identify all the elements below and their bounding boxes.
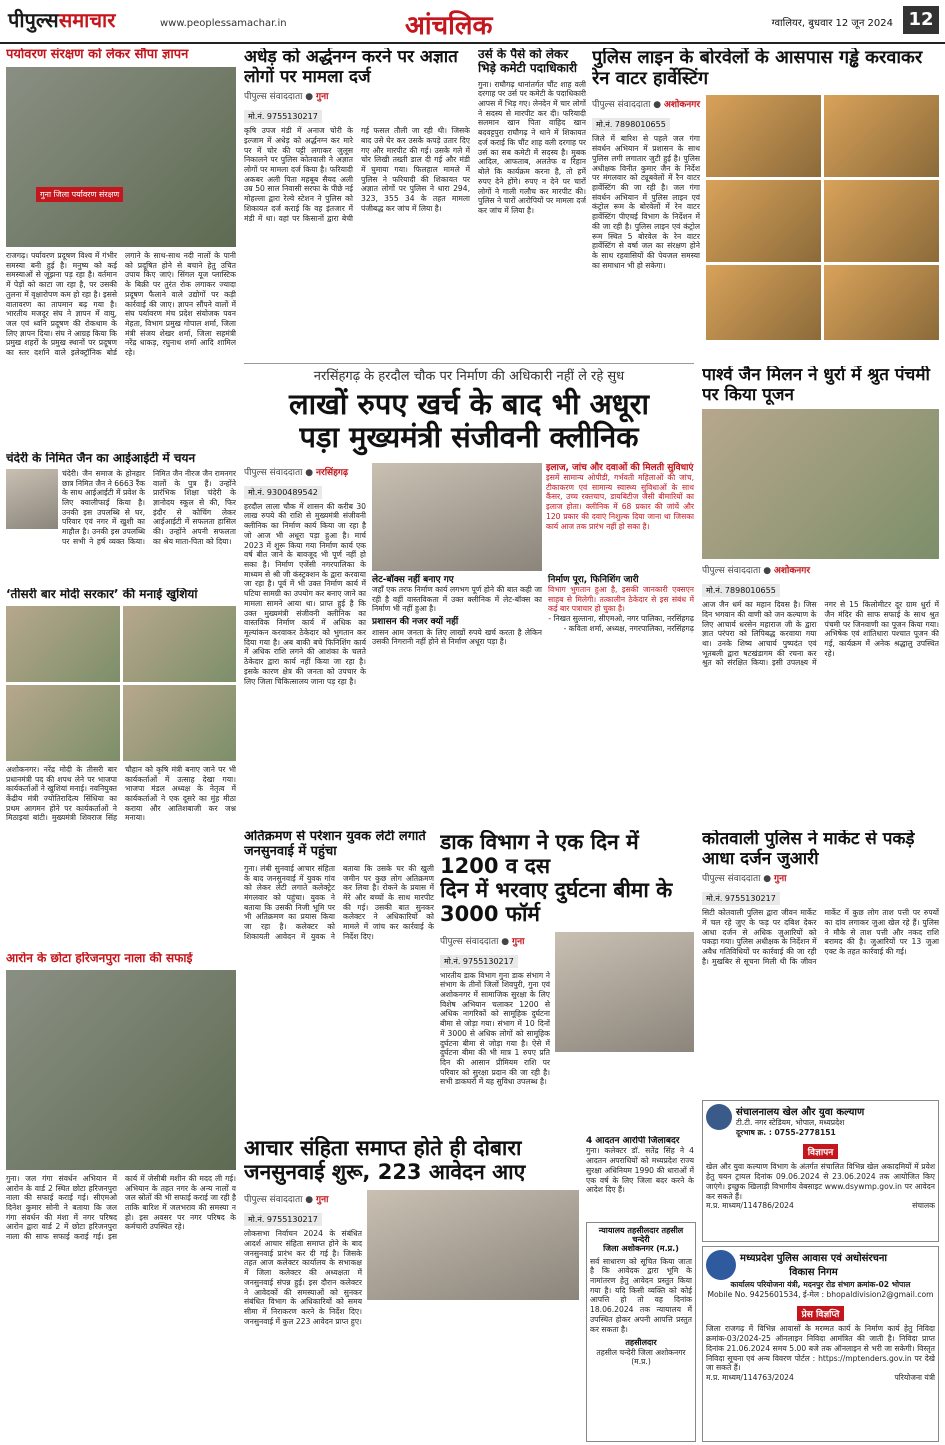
facilities-box [546,463,694,571]
photo-celebration-4 [123,685,237,761]
ad-sign-1: तहसीलदार [625,1338,657,1348]
sub-column [372,575,542,647]
article-jain-milan [702,366,939,826]
photo-puja [702,409,939,559]
article-body: चंदेरी। जैन समाज के होनहार छात्र निमित जैन ने 6663 रैंक के साथ आईआईटी में प्रवेश के लिए क्वालीफाई किया है। उनकी इस उपलब्धि से घर, परिवार एवं नगर में खुशी का माहौल है। उनकी इस उपलब्धि पर सभी ने हर्ष व्यक्त किया। निमित जैन नीरज जैन रामनगर वालों के पुत्र हैं। उन्होंने प्रारंभिक शिक्षा चंदेरी के ज्ञानोदय स्कूल से की, फिर इंदौर से कोचिंग लेकर आईआईटी में सफलता हासिल की। उन्होंने अपनी सफलता का श्रेय माता-पिता को दिया। [62,468,236,546]
photo-hearing [367,1190,579,1300]
article-district-exile [586,1136,694,1216]
photo-celebration-1 [6,606,120,682]
box-title: इलाज, जांच और दवाओं की मिलती सुविधाएं [546,462,694,473]
photo-post-office [555,932,694,1052]
section-title: आंचलिक [405,11,493,41]
article-body: गुना। राघौगढ़ थानांतर्गत चौंट शाह वली दरगाह पर उर्स पर कमेटी के पदाधिकारी आपस में भिड़ गए। लेनदेन में चार लोगों ने सदस्य से मारपीट कर दी। फरियादी सलमान खान पिता वाहिद खान बदवट्टपुरा राघौगढ़ ने थाने में शिकायत दर्ज कराई कि चौंट शाह वली दरगाह पर उर्स का सब कमेटी में सदस्य है। मुबक आदिल, आफताब, अलतेफ व रिहान बोले कि कार्यक्रम करना है, तो हमें रुपए देने होंगे। रुपए न देने पर चारों लोगों ने गाली गलौच कर मारपीट की। पुलिस ने चारों आरोपियों पर मामला दर्ज कर जांच में लिया है। [478,79,586,215]
text-column [244,463,366,687]
article-body: भारतीय डाक विभाग गुना डाक संभाग ने संभाग के तीनों जिलों शिवपुरी, गुना एवं अशोकनगर में सामाजिक सुरक्षा के लिए विशेष अभियान चलाकर 1200 से अधिक नागरिकों को सामूहिक दुर्घटना बीमा से जोड़ा गया। संभाग में 10 दिनों में 3000 से अधिक लोगों को सामूहिक दुर्घटना बीमा से जोड़ा गया है। ऐसे में दुर्घटना बीमा की भी मात्र 1 रुपए प्रति दिन की आसान प्रीमियम राशि पर परिवार को सुरक्षा प्रदान की जा रही है। सभी डाकघरों में यह सुविधा उपलब्ध है। [440,970,550,1087]
headline: ‘तीसरी बार मोदी सरकार’ की मनाई खुशियां [6,588,198,601]
masthead-left: पीपुल्स [8,8,59,32]
photo-celebration-3 [6,685,120,761]
ad-phone: दूरभाष क्र. : 0755-2778151 [736,1127,836,1137]
article-body: राजगढ़। पर्यावरण प्रदूषण विश्व में गंभीर समस्या बनी हुई है। मनुष्य को कई समस्याओं से जूझना पड़ रहा है। वर्तमान में पेड़ों को काटा जा रहा है, पर उसकी तुलना में वृक्षारोपण कम हो रहा है। इससे वातावरण का तापमान बढ़ गया है। भारतीय मजदूर संघ ने ज्ञापन में वायु, जल एवं ध्वनि प्रदूषण की रोकथाम के लिए ज्ञापन दिया। संघ ने आग्रह किया कि प्रमुख शहरों के प्रमुख स्थानों पर प्रदूषण का स्तर दर्शाने वाले इलेक्ट्रॉनिक बोर्ड लगाने के साथ-साथ नदी नालों के पानी को प्रदूषित होने से बचाने हेतु उचित उपाय किए जाएं। सिंगल यूज प्लास्टिक के बिक्री पर तुरंत रोक लगाकर ज्यादा प्रदूषण फैलाने वाले उद्योगों पर कड़ी कार्रवाई की जाए। ज्ञापन सौंपने वालों में संघ पर्यावरण मंच प्रदेश संयोजक पवन मेहता, विभाग प्रमुख गोपाल शर्मा, जिला मंत्री संजय शेखर शर्मा, जिला सहमंत्री नरेंद्र धाकड़, रघुनाथ शर्मा आदि शामिल रहे। [6,250,236,358]
kicker: नरसिंहगढ़ के हरदौल चौक पर निर्माण की अधिकारी नहीं ले रहे सुध [313,369,625,384]
subheading-2: प्रशासन की नजर क्यों नहीं [372,617,459,628]
ad-ref: म.प्र. माध्यम/114786/2024 [706,1201,794,1211]
article-body: अशोकनगर। नरेंद्र मोदी के तीसरी बार प्रधानमंत्री पद की शपथ लेने पर भाजपा कार्यकर्ताओं ने खुशियां मनाई। नवनियुक्त केंद्रीय मंत्री ज्योतिरादित्य सिंधिया का प्रथम आगमन होने पर कार्यकर्ताओं ने मिठाइयां बांटी। मुख्यमंत्री शिवराज सिंह चौहान को कृषि मंत्री बनाए जाने पर भी कार्यकर्ताओं में उत्साह देखा गया। भाजपा मंडल अध्यक्ष के नेतृत्व में कार्यकर्ताओं ने एक दूसरे का मुंह मीठा कराया और आतिशबाजी कर जश्न मनाया। [6,764,236,823]
ad-org-2: विकास निगम [789,1267,838,1278]
mobile: मो.नं. 7898010655 [592,118,670,131]
article-body: लोकसभा निर्वाचन 2024 के संबंधित आदर्श आचार संहिता समाप्त होने के बाद जनसुनवाई प्रारंभ कर दी गई है। जिसके तहत आज कलेक्टर कार्यालय के सभाकक्ष में जिला कलेक्टर की अध्यक्षता में जनसुनवाई संपन्न हुई। इस दौरान कलेक्टर ने आवेदकों की समस्याओं को सुनकर संबंधित विभाग के अधिकारियों को समय सीमा में निराकरण करने के निर्देश दिए। जनसुनवाई में कुल 223 आवेदन प्राप्त हुए। [244,1229,362,1326]
ad-mobile: Mobile No. 9425601534, ई-मेल : bhopaldivision2@gmail.com [707,1289,934,1299]
subbody-1: जहाँ एक तरफ निर्माण कार्य लगभग पूर्ण होने की बात कही जा रही है वहीं वास्तविकता में उक्त क्लीनिक में लेट-बॉक्स का निर्माण भी नहीं हुआ है। [372,585,542,614]
headline-line2: जनसुनवाई शुरू, 223 आवेदन आए [244,1160,526,1185]
banner-text: गुना जिला पर्यावरण संरक्षण [36,187,123,202]
mobile: मो.नं. 9755130217 [440,955,518,968]
headline: अतिक्रमण से परेशान युवक लेटी लगाते जनसुनवाई में पहुंचा [244,830,426,859]
ad-org-1: मध्यप्रदेश पुलिस आवास एवं अधोसंरचना [740,1253,888,1264]
mobile: मो.नं. 9755130217 [702,892,780,905]
headline-line2: पड़ा मुख्यमंत्री संजीवनी क्लीनिक [299,420,639,455]
quote-2: - कविता शर्मा, अध्यक्ष, नगरपालिका, नरसिंहगढ़ [563,623,694,633]
emblem-icon [706,1104,732,1130]
photo-pit-6 [824,265,939,340]
photo-pit-4 [824,180,939,262]
byline: पीपुल्स संवाददाता ● अशोकनगर [702,566,810,577]
mobile: मो.नं. 9300489542 [244,486,322,499]
article-body: सिटी कोतवाली पुलिस द्वारा जीवन मार्केट में चल रहे जुए के फड़ पर दबिश देकर आधा दर्जन से अधिक जुआरियों को पकड़ा गया। पुलिस अधीक्षक के निर्देशन में अवैध गतिविधियों पर कार्रवाई की जा रही है। मुखबिर से सूचना मिली थी कि जीवन मार्केट में कुछ लोग ताश पत्ती पर रुपयों का दांव लगाकर जुआ खेल रहे हैं। पुलिस ने मौके से ताश पत्ती और नकद राशि बरामद की है। जुआरियों पर 13 जुआ एक्ट के तहत कार्रवाई की गई। [702,908,939,966]
photo-pit-1 [706,95,821,177]
ad-sign: संचालक [912,1201,935,1211]
headline: चंदेरी के निमित जैन का आईआईटी में चयन [6,452,196,465]
ad-head-2: जिला अशोकनगर (म.प्र.) [603,1244,679,1254]
headline: पुलिस लाइन के बोरवेलों के आसपास गड्ढे करवाकर रेन वाटर हार्वेस्टिंग [592,48,923,89]
page-number: 12 [903,6,939,34]
headline: अधेड़ को अर्द्धनग्न करने पर अज्ञात लोगों पर मामला दर्ज [244,48,458,87]
article-encroachment [244,830,434,1130]
headline: उर्स के पैसे को लेकर भिड़े कमेटी पदाधिकारी [478,48,577,75]
ad-sign-2: तहसील चन्देरी जिला अशोकनगर (म.प्र.) [596,1347,686,1367]
byline: पीपुल्स संवाददाता ● गुना [244,92,329,103]
photo-grid [706,95,939,340]
page-header [0,0,945,44]
article-gamblers [702,830,939,1080]
article-drain-cleaning [6,952,236,1440]
article-body: गुना। लंबी सुनवाई आचार संहिता के बाद जनसुनवाई में युवक गांव को लेकर लेटी लगाते कलेक्ट्रेट मंगलवार को पहुंचा। युवक ने बताया कि उसकी निजी भूमि पर भी अतिक्रमण का प्रयास किया जा रहा है। कलेक्टर को शिकायती आवेदन में युवक ने बताया कि उसके घर की खुली जमीन पर कुछ लोग अतिक्रमण कर लिया है। रोकने के प्रयास में मेरे और बच्चों के साथ मारपीट की गई। उसकी बात सुनकर कलेक्टर ने अधिकारियों को मामले में जांच कर कार्रवाई के निर्देश दिए। [244,863,434,941]
headline-line1: डाक विभाग ने एक दिन में 1200 व दस [440,830,639,879]
article-body: हरदौल लाला चौक में शासन की करीब 30 लाख रुपये की राशि से मुख्यमंत्री संजीवनी क्लीनिक का निर्माण कार्य किया जा रहा है जो आज भी अधूरा पड़ा हुआ है। मार्च 2023 में शुरू किया गया निर्माण कार्य एक वर्ष बीत जाने के बावजूद भी पूर्ण नहीं हो सका है। निर्माण एजेंसी नगरपालिका के माध्यम से श्री जी कंस्ट्रक्शन के द्वारा करवाया जा रहा है। पूर्व में भी उक्त निर्माण कार्य में घटिया सामग्री का उपयोग कर बनाए जाने का मामला सामने आया था। प्राप्त हुई है कि उक्त मुख्यमंत्री संजीवनी क्लीनिक का वास्तविक निर्माण कार्य में अधिक का मूल्यांकन करवाकर ठेकेदार को भुगतान कर दिया गया है। अब बाकी बचे फिनिशिंग कार्य में अधिक राशि लगने की आशंका के चलते ठेकेदार द्वारा कार्य नहीं किया जा रहा है। इसके कारण क्षेत्र की जनता को उपचार के लिए जिला चिकित्सालय जाना पड़ रहा है। [244,501,366,686]
ad-police-housing [702,1246,939,1442]
box-body: इसमें सामान्य ओपीडी, गर्भवती महिलाओं की जांच, टीकाकरण एवं सामान्य स्वास्थ्य सुविधाओं के साथ कैंसर, उच्च रक्तचाप, डायबिटीज जैसी बीमारियों का इलाज होता। क्लीनिक में 68 प्रकार की जांचें और 120 प्रकार की दवाएं निशुल्क दिया जाना था जिसका कार्य आज तक प्रारंभ नहीं हो सका है। [546,473,694,531]
quote-1: - निखत सुल्ताना, सीएमओ, नगर पालिका, नरसिंहगढ़ [548,614,694,624]
side-box [548,575,694,647]
police-emblem-icon [706,1250,736,1280]
photo-student [6,469,58,529]
ad-tehsildar [586,1222,696,1442]
byline: पीपुल्स संवाददाता ● गुना [702,874,787,885]
headline-line1: लाखों रुपए खर्च के बाद भी अधूरा [289,387,649,421]
mobile: मो.नं. 7898010655 [702,584,780,597]
article-body: गुना। कलेक्टर डॉ. सतेंद्र सिंह ने 4 आदतन अपराधियों को मध्यप्रदेश राज्य सुरक्षा अधिनियम 1990 की धाराओं में एक वर्ष के लिए जिला बदर करने के आदेश दिए हैं। [586,1146,694,1195]
article-post-office [440,830,694,1130]
masthead [8,6,115,33]
ad-heading: प्रेस विज्ञप्ति [797,1306,845,1321]
article-body: कृषि उपज मंडी में अनाज चोरी के इल्जाम में अधेड़ को अर्द्धनग्न कर मारे पर में चोर की पट्टी लगाकर जुलूस निकालने पर पुलिस कोतवाली ने अज्ञात लोगों पर मामला दर्ज किया है। फरियादी अकबर अली पिता महबूब सैयद अली उम्र 50 साल निवासी सरफा के पीछे नई मोहल्ला द्वारा रेल्वे स्टेशन ने पुलिस को शिकायत दर्ज कराई कि वह इंतजार में मंडी में था। वहां पर किसानों द्वारा बेची गई फसल तौली जा रही थी। जिसके बाद उसे घेर कर उसके कपड़े उतार दिए गए और मारपीट की गई। उसके गले में चोर लिखी तख्ती डाल दी गई और मंडी में घुमाया गया। फिलहाल मामले में पुलिस ने फरियादी की शिकायत पर अज्ञात लोगों पर पुलिस ने धारा 294, 323, 355 34 के तहत मामला पंजीबद्ध कर जांच में लिया है। [244,126,470,223]
photo-memorandum [6,67,236,247]
ad-ref: म.प्र. माध्यम/114763/2024 [706,1373,794,1383]
article-body: जिले में बारिश से पहले जल गंगा संवर्धन अभियान में प्रशासन के साथ पुलिस लगी लगातार जुटी हुई है। पुलिस अधीक्षक विनीत कुमार जैन के निर्देश पर मंगलवार को ट्यूबवेलों में रैन वाटर हार्वेस्टिंग की जा रही है। जल गंगा संवर्धन अभियान में पुलिस लाइन एवं कंट्रोल रूम के बोरवेलों में रेन वाटर हार्वेस्टिंग पीएचई विभाग के निर्देशन में की जा रही है। पुलिस लाइन एवं कंट्रोल रूम स्थित 5 बोरवेल के रेन वाटर हार्वेस्टिंग से वर्षा जल का संरक्षण होने के साथ रहवासियों की पेयजल समस्या का समाधान भी हो सकेगा। [592,134,700,270]
headline: 4 आदतन आरोपी जिलाबदर [586,1136,680,1146]
dateline: ग्वालियर, बुधवार 12 जून 2024 [771,18,893,29]
side-title: निर्माण पूरा, फिनिशिंग जारी [548,574,639,585]
mobile: मो.नं. 9755130217 [244,110,322,123]
photo-clinic-building [372,463,542,571]
masthead-right: समाचार [58,8,116,32]
article-body: आज जैन धर्म का महान दिवस है। जिस दिन भगवान की वाणी को जन कल्याण के लिए आचार्य धरसेन महाराज जी के द्वारा ज्ञात परंपरा को लिपिबद्ध करवाया गया था। उनके शिष्य आचार्य पुष्पदंत एवं भूतबली द्वारा षटखंडागम की रचना कर श्रुत को संरक्षित किया। इसी उपलक्ष्य में नगर से 15 किलोमीटर दूर ग्राम धुर्रा में जैन मंदिर की साफ सफाई के साथ श्रुत पंचमी पर जिनवाणी का पूजन किया गया। अभिषेक एवं शांतिधारा पश्चात पूजन की गई, कार्यक्रम में अनेक श्रद्धालु उपस्थित रहे। [702,600,939,668]
ad-text: सर्व साधारण को सूचित किया जाता है कि आवेदक द्वारा भूमि के नामांतरण हेतु आवेदन प्रस्तुत किया गया है। यदि किसी व्यक्ति को कोई आपत्ति हो तो वह दिनांक 18.06.2024 तक न्यायालय में उपस्थित होकर अपनी आपत्ति प्रस्तुत कर सकता है। [590,1256,692,1334]
headline: पार्श्व जैन मिलन ने धुर्रा में श्रुत पंचमी पर किया पूजन [702,366,930,405]
headline: पर्यावरण संरक्षण को लेकर सौंपा ज्ञापन [6,48,189,62]
article-environment [6,48,236,448]
byline: पीपुल्स संवाददाता ● अशोकनगर [592,100,700,111]
ad-head-1: न्यायालय तहसीलदार तहसील चन्देरी [598,1226,684,1245]
ad-address: कार्यालय परियोजना यंत्री, मदनपुर रोड संभाग क्रमांक-02 भोपाल [730,1280,911,1289]
ad-heading: विज्ञापन [803,1144,839,1159]
mobile: मो.नं. 9755130217 [244,1213,322,1226]
ad-text: जिला राजगढ़ में विभिन्न आवासों के मरम्मत कार्य के निर्माण कार्य हेतु निविदा क्रमांक-03/2024-25 ऑनलाइन निविदा आमंत्रित की जाती है। निविदा प्राप्त दिनांक 21.06.2024 समय 5.00 बजे तक ऑनलाइन से भरी जा सकेगी। विस्तृत निविदा सूचना एवं अन्य विवरण पोर्टल : https://mptenders.gov.in पर देखे जा सकते हैं। [706,1324,935,1373]
text-column [592,95,700,340]
photo-pit-2 [824,95,939,177]
headline: कोतवाली पुलिस ने मार्केट से पकड़े आधा दर्जन जुआरी [702,830,915,869]
article-assault [244,48,470,358]
ad-sub: टी.टी. नगर स्टेडियम, भोपाल, मध्यप्रदेश [736,1118,845,1127]
subbody-2: शासन आम जनता के लिए लाखों रुपये खर्च करता है लेकिन उसकी निगरानी नहीं होने से निर्माण अधूरा पड़ा है। [372,627,542,647]
article-hearing [244,1136,579,1440]
headline-line2: दिन में भरवाए दुर्घटना बीमा के 3000 फॉर्म [440,878,673,927]
article-body: गुना। जल गंगा संवर्धन अभियान में आरोन के वार्ड 2 स्थित छोटा हरिजनपुरा नाला की सफाई कराई गई। सीएमओ दिनेश कुमार सोनी ने बताया कि जल गंगा संवर्धन की मंशा में नगर परिषद आरोन द्वारा वार्ड 2 में छोटा हरिजनपुरा नाला की साफ सफाई कराई गई। इस कार्य में जेसीबी मशीन की मदद ली गई। अभियान के तहत नगर के अन्य नालों व जल स्रोतों की भी सफाई कराई जा रही है ताकि बारिश में जलभराव की समस्या न हो। इस अवसर पर नगर परिषद के कर्मचारी उपस्थित रहे। [6,1173,236,1242]
ad-sports [702,1100,939,1242]
headline: आरोन के छोटा हरिजनपुरा नाला की सफाई [6,952,193,965]
subheading-1: लेट-बॉक्स नहीं बनाए गए [372,574,454,585]
byline: पीपुल्स संवाददाता ● गुना [244,1195,329,1206]
article-iit [6,452,236,582]
text-column [244,1190,362,1326]
photo-celebration-2 [123,606,237,682]
byline: पीपुल्स संवाददाता ● गुना [440,936,525,947]
side-body: विभाग भुगतान हुआ है, इसकी जानकारी एक्सएन साहब से मिलेगी। तत्कालीन ठेकेदार से इस संबंध में कई बार पत्राचार हो चुका है। [548,585,694,614]
article-rainwater [592,48,939,360]
photo-jcb [6,970,236,1170]
ad-sign: परियोजना यंत्री [894,1373,935,1383]
photo-pit-3 [706,180,821,262]
headline-line1: आचार संहिता समाप्त होते ही दोबारा [244,1136,522,1160]
text-column [440,932,550,1088]
byline: पीपुल्स संवाददाता ● नरसिंहगढ़ [244,467,349,478]
photo-grid [6,606,236,761]
article-clinic [244,366,694,826]
article-urs [478,48,586,358]
divider [244,363,694,364]
ad-org: संचालनालय खेल और युवा कल्याण [736,1107,865,1118]
ad-text: खेल और युवा कल्याण विभाग के अंतर्गत संचालित विभिन्न खेल अकादमियों में प्रवेश हेतु चयन ट्रायल दिनांक 09.06.2024 से 23.06.2024 तक आयोजित किए जाएंगे। इच्छुक खिलाड़ी विभागीय वेबसाइट www.dsywmp.gov.in पर आवेदन कर सकते हैं। [706,1162,935,1201]
photo-pit-5 [706,265,821,340]
article-modi [6,588,236,948]
website: www.peoplessamachar.in [160,18,287,29]
